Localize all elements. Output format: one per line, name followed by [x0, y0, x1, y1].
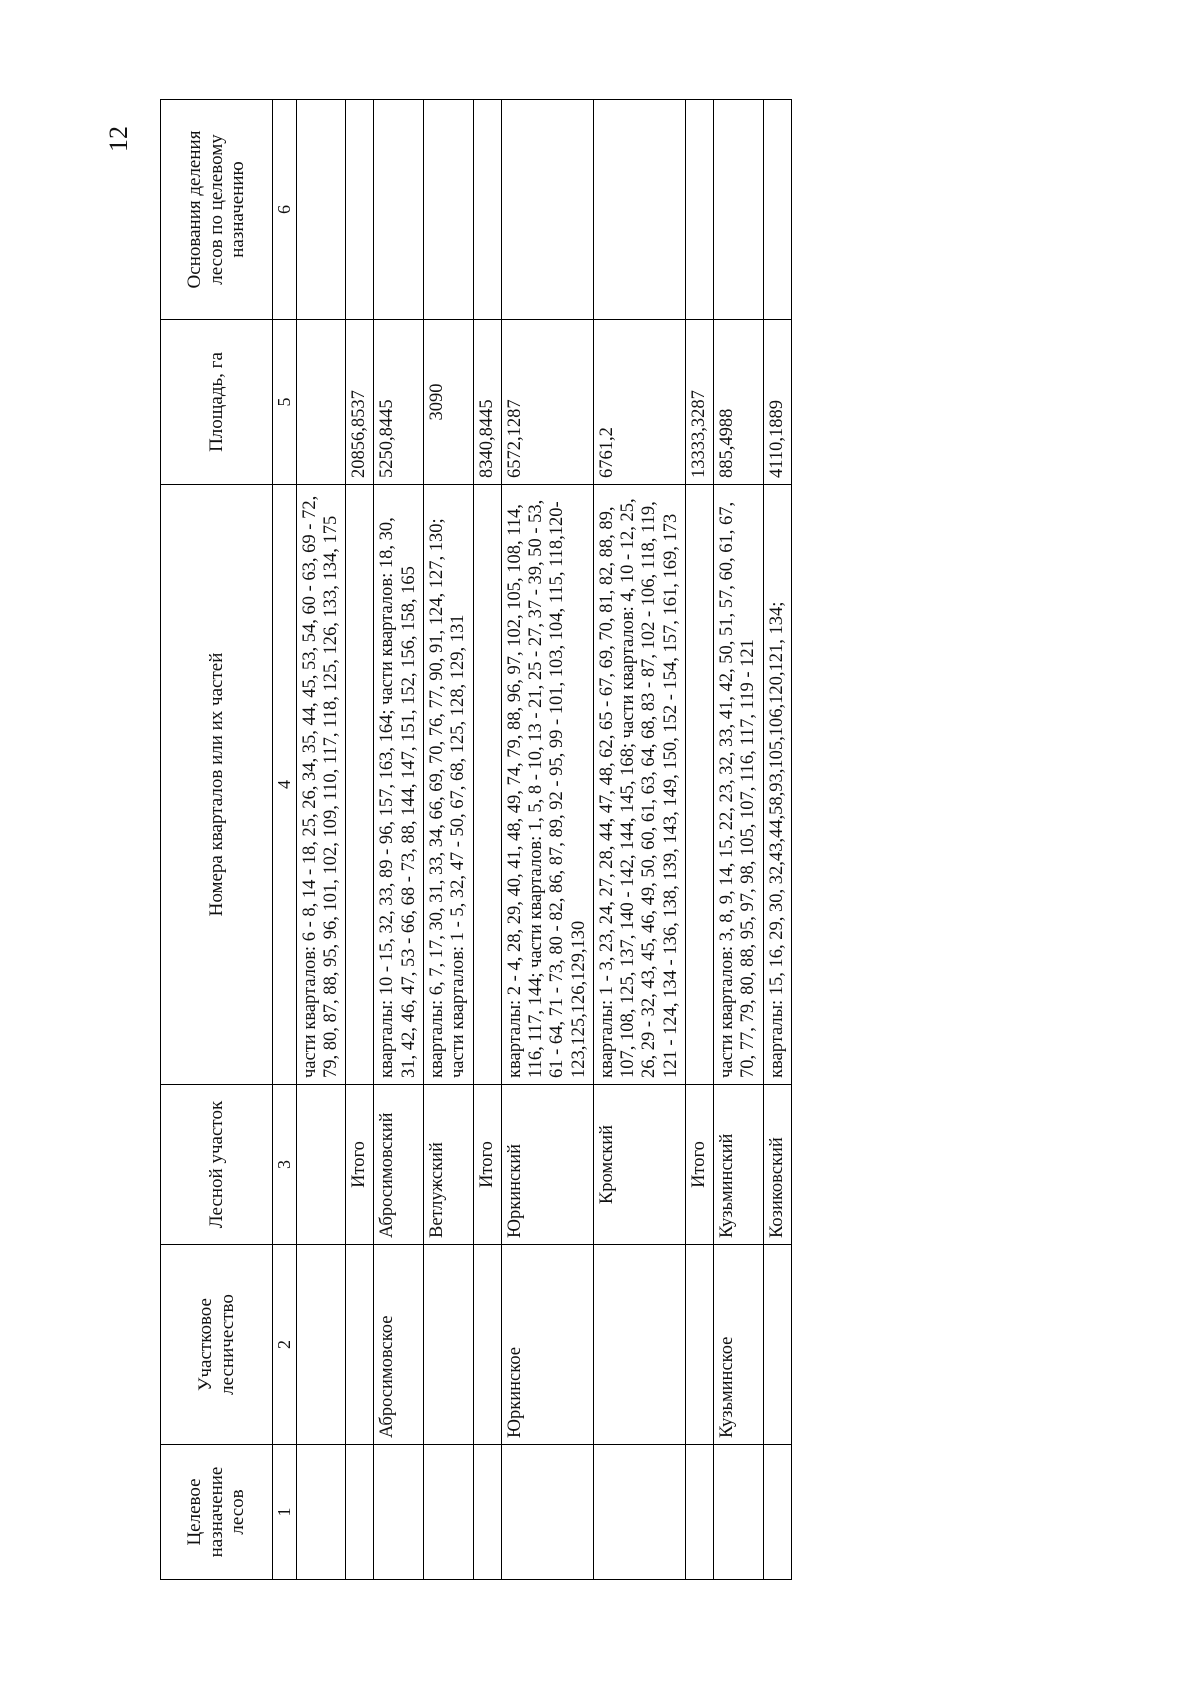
cell-basis: [473, 100, 501, 320]
header-cell: Лесной участок: [161, 1085, 273, 1245]
cell-purpose: [593, 1445, 685, 1580]
cell-basis: [714, 100, 764, 320]
table-row: [473, 100, 501, 1580]
table-row: [685, 100, 713, 1580]
table-row: [593, 100, 685, 1580]
cell-district: [593, 1245, 685, 1445]
cell-district: Кузьминское: [714, 1245, 764, 1445]
column-number: 2: [273, 1245, 297, 1445]
cell-plot: Итого: [473, 1085, 501, 1245]
cell-purpose: [685, 1445, 713, 1580]
page-number: 12: [104, 126, 133, 152]
cell-area: 3090: [424, 320, 474, 485]
cell-area: [296, 320, 346, 485]
column-number: 3: [273, 1085, 297, 1245]
cell-area: 6572,1287: [501, 320, 593, 485]
cell-purpose: [374, 1445, 424, 1580]
header-row: [161, 100, 273, 1580]
cell-district: [346, 1245, 374, 1445]
rotated-table-container: [160, 100, 1060, 1580]
cell-quarters: кварталы: 1 - 3, 23, 24, 27, 28, 44, 47, 48, 62, 65 - 67, 69, 70, 81, 82, 88, 89, 107, 108, 125, 137, 140 - 142, 144, 145, 168; части кварталов: 4, 10 - 12, 25, 26, 29 - 32, 43, 45, 46, 49, 50, 60, 61, 63, 64, 68, 83 - 87, 102 - 106, 118, 119, 121 - 124, 134 - 136, 138, 139, 143, 149, 150, 152 - 154, 157, 161, 169, 173: [593, 485, 685, 1085]
table-row: [296, 100, 346, 1580]
cell-area: 8340,8445: [473, 320, 501, 485]
cell-basis: [501, 100, 593, 320]
header-cell: Площадь, га: [161, 320, 273, 485]
cell-basis: [685, 100, 713, 320]
cell-quarters: части кварталов: 3, 8, 9, 14, 15, 22, 23, 32, 33, 41, 42, 50, 51, 57, 60, 61, 67, 70, 77, 79, 80, 88, 95, 97, 98, 105, 107, 116, 117, 119 - 121: [714, 485, 764, 1085]
cell-quarters: [346, 485, 374, 1085]
cell-basis: [346, 100, 374, 320]
cell-area: 20856,8537: [346, 320, 374, 485]
cell-basis: [424, 100, 474, 320]
column-number: 4: [273, 485, 297, 1085]
cell-basis: [763, 100, 791, 320]
cell-district: [473, 1245, 501, 1445]
cell-quarters: [473, 485, 501, 1085]
header-cell: Основания деления лесов по целевому назначению: [161, 100, 273, 320]
table-row: [374, 100, 424, 1580]
cell-plot: Козиковский: [763, 1085, 791, 1245]
table-row: [424, 100, 474, 1580]
cell-purpose: [424, 1445, 474, 1580]
cell-area: 4110,1889: [763, 320, 791, 485]
cell-plot: Кромский: [593, 1085, 685, 1245]
cell-plot: Юркинский: [501, 1085, 593, 1245]
column-number-row: [273, 100, 297, 1580]
cell-district: [763, 1245, 791, 1445]
cell-purpose: [763, 1445, 791, 1580]
cell-district: Юркинское: [501, 1245, 593, 1445]
table-row: [501, 100, 593, 1580]
cell-purpose: [501, 1445, 593, 1580]
table-row: [346, 100, 374, 1580]
header-cell: Участковое лесничество: [161, 1245, 273, 1445]
cell-purpose: [296, 1445, 346, 1580]
column-number: 1: [273, 1445, 297, 1580]
cell-purpose: [346, 1445, 374, 1580]
cell-quarters: кварталы: 6, 7, 17, 30, 31, 33, 34, 66, 69, 70, 76, 77, 90, 91, 124, 127, 130; части кварталов: 1 - 5, 32, 47 - 50, 67, 68, 125, 128, 129, 131: [424, 485, 474, 1085]
cell-quarters: кварталы: 15, 16, 29, 30, 32,43,44,58,93,105,106,120,121, 134;: [763, 485, 791, 1085]
cell-quarters: части кварталов: 6 - 8, 14 - 18, 25, 26, 34, 35, 44, 45, 53, 54, 60 - 63, 69 - 72, 79, 80, 87, 88, 95, 96, 101, 102, 109, 110, 117, 118, 125, 126, 133, 134, 175: [296, 485, 346, 1085]
cell-basis: [593, 100, 685, 320]
forest-table: [160, 99, 792, 1580]
cell-area: 885,4988: [714, 320, 764, 485]
cell-district: [424, 1245, 474, 1445]
cell-plot: Ветлужский: [424, 1085, 474, 1245]
cell-plot: Кузьминский: [714, 1085, 764, 1245]
cell-area: 6761,2: [593, 320, 685, 485]
cell-purpose: [714, 1445, 764, 1580]
cell-basis: [296, 100, 346, 320]
cell-quarters: кварталы: 10 - 15, 32, 33, 89 - 96, 157, 163, 164; части кварталов: 18, 30, 31, 42, 46, 47, 53 - 66, 68 - 73, 88, 144, 147, 151, 152, 156, 158, 165: [374, 485, 424, 1085]
table-row: [763, 100, 791, 1580]
cell-area: 5250,8445: [374, 320, 424, 485]
cell-quarters: кварталы: 2 - 4, 28, 29, 40, 41, 48, 49, 74, 79, 88, 96, 97, 102, 105, 108, 114, 116, 117, 144; части кварталов: 1, 5, 8 - 10, 13 - 21, 25 - 27, 37 - 39, 50 - 53, 61 - 64, 71 - 73, 80 - 82, 86, 87, 89, 92 - 95, 99 - 101, 103, 104, 115, 118,120-123,125,126,129,130: [501, 485, 593, 1085]
cell-district: [685, 1245, 713, 1445]
cell-district: Абросимовское: [374, 1245, 424, 1445]
header-cell: Номера кварталов или их частей: [161, 485, 273, 1085]
column-number: 5: [273, 320, 297, 485]
cell-plot: [296, 1085, 346, 1245]
cell-plot: Итого: [346, 1085, 374, 1245]
column-number: 6: [273, 100, 297, 320]
cell-plot: Абросимовский: [374, 1085, 424, 1245]
header-cell: Целевое назначение лесов: [161, 1445, 273, 1580]
table-row: [714, 100, 764, 1580]
cell-district: [296, 1245, 346, 1445]
cell-purpose: [473, 1445, 501, 1580]
cell-quarters: [685, 485, 713, 1085]
cell-basis: [374, 100, 424, 320]
cell-area: 13333,3287: [685, 320, 713, 485]
cell-plot: Итого: [685, 1085, 713, 1245]
